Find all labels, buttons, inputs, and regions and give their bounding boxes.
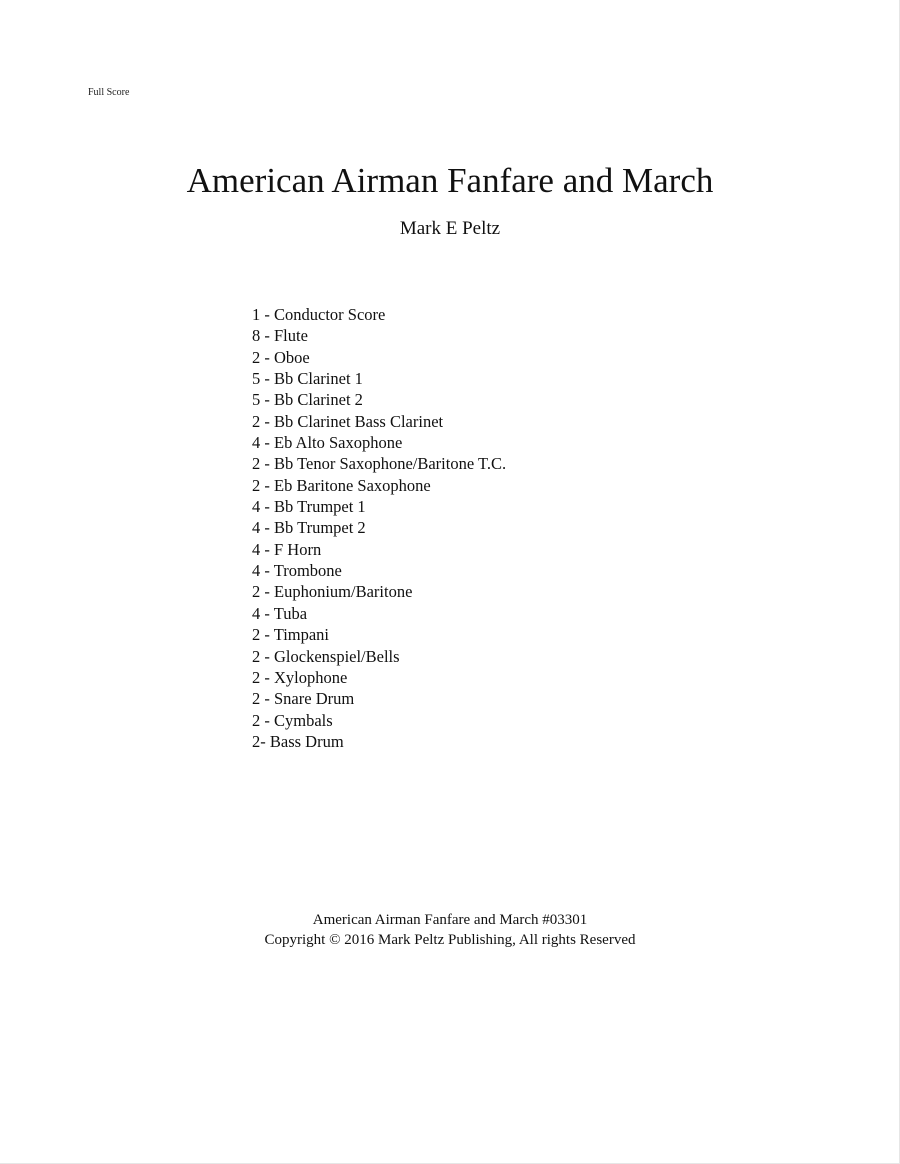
part-item: 2 - Xylophone xyxy=(252,667,348,687)
part-item: 2- Bass Drum xyxy=(252,731,344,751)
part-item: 1 - Conductor Score xyxy=(252,305,386,324)
part-item: 2 - Euphonium/Baritone xyxy=(252,582,413,602)
part-item: 4 - F Horn xyxy=(252,539,322,559)
part-item: 2 - Bb Clarinet Bass Clarinet xyxy=(252,411,444,431)
part-item: 5 - Bb Clarinet 1 xyxy=(252,369,363,389)
part-item: 2 - Bb Tenor Saxophone/Baritone T.C. xyxy=(252,454,507,474)
page-title: American Airman Fanfare and March xyxy=(186,161,714,200)
part-item: 2 - Timpani xyxy=(252,625,330,645)
part-item: 2 - Eb Baritone Saxophone xyxy=(252,475,431,495)
part-item: 4 - Trombone xyxy=(252,561,342,581)
part-item: 4 - Eb Alto Saxophone xyxy=(252,433,403,453)
part-item: 2 - Snare Drum xyxy=(252,689,355,709)
copyright-line: Copyright © 2016 Mark Peltz Publishing, All rights Reserved xyxy=(264,932,636,948)
part-item: 4 - Tuba xyxy=(252,603,308,623)
part-item: 2 - Oboe xyxy=(252,347,310,367)
full-score-label: Full Score xyxy=(88,87,130,98)
part-item: 4 - Bb Trumpet 2 xyxy=(252,518,366,538)
part-item: 5 - Bb Clarinet 2 xyxy=(252,390,363,410)
instrumentation-list xyxy=(252,304,506,752)
catalog-line: American Airman Fanfare and March #03301 xyxy=(312,912,588,928)
part-item: 4 - Bb Trumpet 1 xyxy=(252,497,366,517)
copyright-footer xyxy=(0,910,900,950)
part-item: 2 - Cymbals xyxy=(252,710,333,730)
part-item: 2 - Glockenspiel/Bells xyxy=(252,646,400,666)
composer-name: Mark E Peltz xyxy=(399,218,501,239)
part-item: 8 - Flute xyxy=(252,326,308,346)
